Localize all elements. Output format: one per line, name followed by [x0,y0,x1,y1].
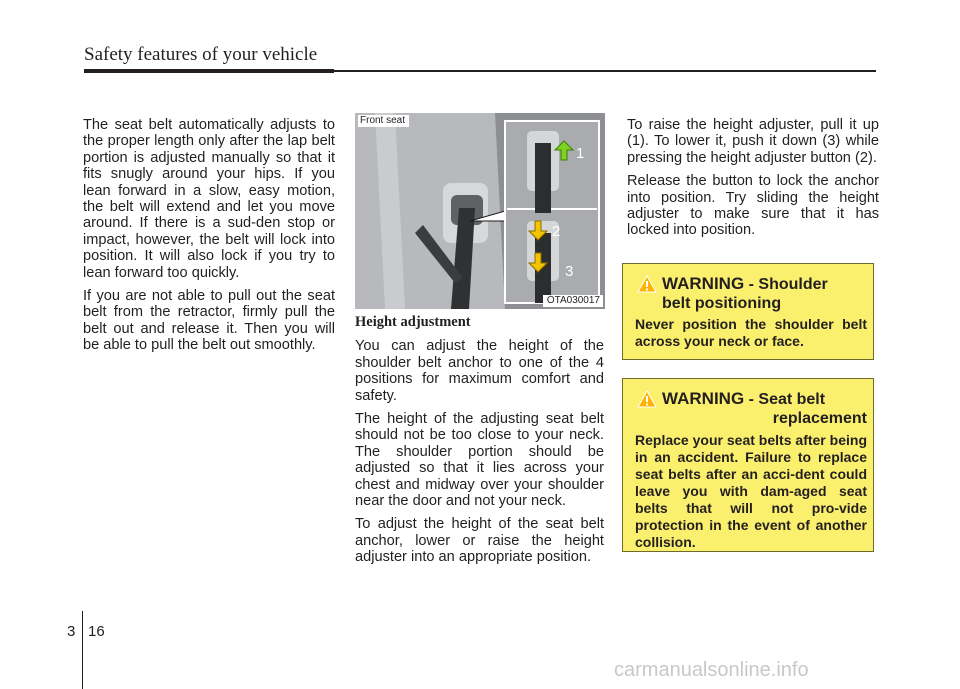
page-number: 16 [88,623,105,640]
warning-body: Replace your seat belts after being in an accident. Failure to replace seat belts after an acci-dent could leave you with dam-aged seat belts that will not pro-vide protection in the event of another collision. [635,432,867,550]
paragraph: Release the button to lock the anchor into position. Try sliding the height adjuster to make sure that it has locked into position. [627,173,879,239]
warning-box-shoulder [622,263,874,360]
footer-rule [82,611,83,689]
warning-body: Never position the shoulder belt across your neck or face. [635,316,867,349]
column-middle [355,314,604,573]
warning-label: WARNING [662,274,745,293]
header-rule [334,70,876,72]
seat-belt-figure [355,113,605,309]
paragraph: The seat belt automatically adjusts to the proper length only after the lap belt portion is adjusted manually so that it fits snugly around your hips. If you lean forward in a slow, easy motion, the belt will extend and let you move around. If there is a sud-den stop or impact, however, the belt will lock into position. It will also lock if you try to lean forward too quickly. [83,117,335,281]
paragraph: You can adjust the height of the shoulder belt anchor to one of the 4 positions for maximum comfort and safety. [355,338,604,404]
warning-subtitle: - Shoulder [744,276,828,293]
warning-subtitle: belt positioning [662,295,782,312]
warning-triangle-icon [637,390,657,408]
warning-heading [637,389,867,428]
figure-label: Front seat [358,115,409,127]
warning-subtitle: - Seat belt [744,391,826,408]
warning-triangle-icon [637,275,657,293]
warning-heading [637,274,867,313]
paragraph: If you are not able to pull out the seat belt from the retractor, firmly pull the belt out and release it. Then you will be able to pull the belt out smoothly. [83,288,335,354]
figure-code: OTA030017 [543,295,603,307]
section-heading: Height adjustment [355,314,471,330]
adjuster-belt-top [535,143,551,213]
header-bar [84,69,334,73]
warning-label: WARNING [662,389,745,408]
warning-box-replacement [622,378,874,552]
callout-3: 3 [565,263,574,280]
paragraph: To raise the height adjuster, pull it up (1). To lower it, push it down (3) while pressing the height adjuster button (2). [627,117,879,166]
paragraph: To adjust the height of the seat belt anchor, lower or raise the height adjuster into an appropriate position. [355,516,604,566]
watermark: carmanualsonline.info [614,659,809,681]
chapter-number: 3 [67,623,76,640]
section-title: Safety features of your vehicle [84,44,318,65]
callout-1: 1 [576,145,585,162]
warning-subtitle: replacement [772,410,867,427]
column-left [83,117,335,361]
paragraph: The height of the adjusting seat belt should not be too close to your neck. The shoulder portion should be adjusted so that it lies across your chest and midway over your shoulder near the door and not your neck. [355,411,604,510]
column-right [627,117,879,246]
callout-2: 2 [552,223,561,240]
